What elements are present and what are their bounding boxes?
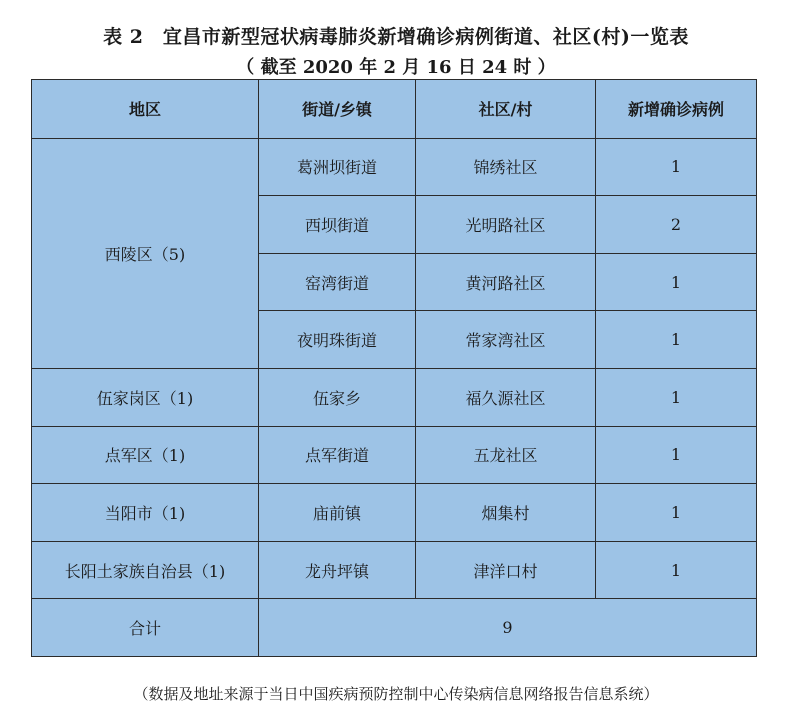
- table-row: [32, 541, 757, 599]
- community-cell: 锦绣社区: [416, 138, 596, 196]
- count-cell: 1: [596, 253, 757, 311]
- community-cell: 福久源社区: [416, 368, 596, 426]
- community-cell: 光明路社区: [416, 196, 596, 254]
- table-title: 表 2 宜昌市新型冠状病毒肺炎新增确诊病例街道、社区(村)一览表: [103, 26, 689, 48]
- total-row: [32, 599, 757, 657]
- street-cell: 西坝街道: [259, 196, 416, 254]
- count-cell: 2: [596, 196, 757, 254]
- table-row: [32, 138, 757, 196]
- region-cell: 点军区（1): [32, 426, 259, 484]
- count-cell: 1: [596, 426, 757, 484]
- community-cell: 津洋口村: [416, 541, 596, 599]
- table-row: [32, 426, 757, 484]
- table-row: [32, 368, 757, 426]
- total-value: 9: [259, 599, 757, 657]
- street-cell: 点军街道: [259, 426, 416, 484]
- region-cell: 长阳土家族自治县（1): [32, 541, 259, 599]
- count-cell: 1: [596, 368, 757, 426]
- region-cell: 当阳市（1): [32, 484, 259, 542]
- count-cell: 1: [596, 541, 757, 599]
- table-header-row: [32, 80, 757, 139]
- header-community: 社区/村: [416, 80, 596, 139]
- street-cell: 窑湾街道: [259, 253, 416, 311]
- header-count: 新增确诊病例: [596, 80, 757, 139]
- street-cell: 龙舟坪镇: [259, 541, 416, 599]
- count-cell: 1: [596, 311, 757, 369]
- count-cell: 1: [596, 138, 757, 196]
- total-label: 合计: [32, 599, 259, 657]
- community-cell: 黄河路社区: [416, 253, 596, 311]
- community-cell: 烟集村: [416, 484, 596, 542]
- street-cell: 夜明珠街道: [259, 311, 416, 369]
- header-region: 地区: [32, 80, 259, 139]
- street-cell: 伍家乡: [259, 368, 416, 426]
- count-cell: 1: [596, 484, 757, 542]
- region-cell: 西陵区（5): [32, 138, 259, 368]
- street-cell: 葛洲坝街道: [259, 138, 416, 196]
- street-cell: 庙前镇: [259, 484, 416, 542]
- table-subtitle: （ 截至 2020 年 2 月 16 日 24 时 ）: [236, 57, 556, 78]
- community-cell: 五龙社区: [416, 426, 596, 484]
- cases-table: [31, 79, 757, 657]
- region-cell: 伍家岗区（1): [32, 368, 259, 426]
- table-row: [32, 484, 757, 542]
- source-note: （数据及地址来源于当日中国疾病预防控制中心传染病信息网络报告信息系统）: [133, 685, 659, 703]
- community-cell: 常家湾社区: [416, 311, 596, 369]
- header-street: 街道/乡镇: [259, 80, 416, 139]
